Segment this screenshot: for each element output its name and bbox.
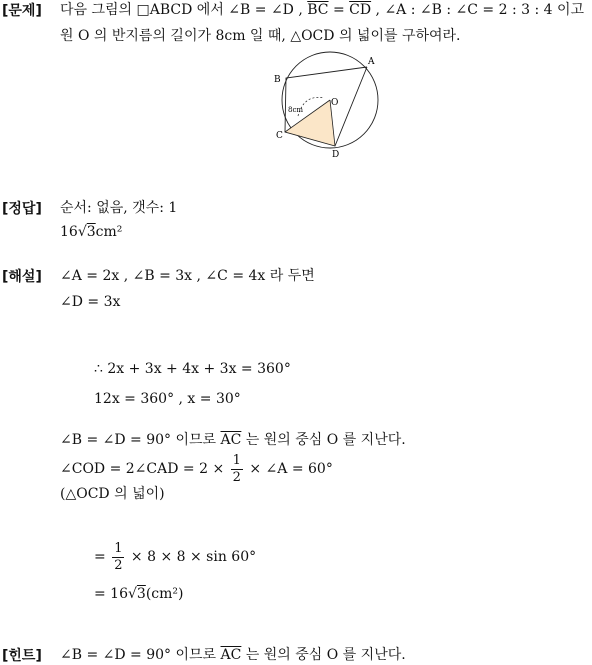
- answer-tag: [정답]: [2, 201, 42, 217]
- hint-segment-ac: $\overline{AC}$: [220, 647, 242, 663]
- problem-line-1-part1: 다음 그림의 □ABCD 에서 ∠B = ∠D ,: [60, 2, 308, 18]
- segment-ac: $\overline{AC}$: [220, 432, 242, 448]
- solution-line-4: 12x = 360° , x = 30°: [94, 391, 241, 407]
- solution-line-6-post: × ∠A = 60°: [244, 461, 333, 477]
- answer-unit: cm²: [95, 224, 123, 240]
- answer-line-1: 순서: 없음, 갯수: 1: [60, 200, 178, 216]
- solution-line-8-post: × 8 × 8 × sin 60°: [126, 549, 257, 565]
- fraction-denominator: 2: [232, 469, 241, 485]
- solution-line-6: [60, 452, 333, 486]
- solution-line-8: [94, 540, 256, 574]
- label-b: B: [274, 75, 281, 85]
- label-o: O: [331, 98, 339, 108]
- solution-line-2: ∠D = 3x: [60, 294, 121, 310]
- solution-line-8-pre: =: [94, 549, 111, 565]
- problem-line-1-part2: , ∠A : ∠B : ∠C = 2 : 3 : 4 이고: [371, 2, 585, 18]
- problem-line-2: 원 O 의 반지름의 길이가 8cm 일 때, △OCD 의 넓이를 구하여라.: [60, 28, 461, 44]
- answer-radicand: 3: [86, 224, 96, 240]
- solution-tag: [해설]: [2, 269, 42, 285]
- fraction-one-half-2: [112, 541, 124, 574]
- problem-tag: [문제]: [2, 3, 42, 19]
- segment-cd: $\overline{CD}$: [349, 2, 372, 18]
- solution-line-3: ∴ 2x + 3x + 4x + 3x = 360°: [94, 361, 291, 377]
- solution-line-9: [94, 584, 184, 604]
- hint-line-post: 는 원의 중심 O 를 지난다.: [241, 647, 406, 663]
- hint-tag: [힌트]: [2, 648, 42, 664]
- solution-radicand: 3: [136, 586, 146, 602]
- fraction-one-half: [231, 453, 243, 486]
- hint-line-pre: ∠B = ∠D = 90° 이므로: [60, 647, 221, 663]
- solution-line-5-post: 는 원의 중심 O 를 지난다.: [241, 432, 406, 448]
- label-d: D: [332, 150, 340, 160]
- sqrt-symbol-2: √: [128, 586, 137, 602]
- circle-figure: [268, 50, 388, 162]
- solution-line-5: [60, 430, 406, 450]
- problem-line-1-eq: =: [328, 2, 350, 18]
- solution-line-5-pre: ∠B = ∠D = 90° 이므로: [60, 432, 221, 448]
- solution-line-9-pre: = 16: [94, 586, 128, 602]
- fraction-numerator: 1: [232, 452, 241, 468]
- answer-line-2: [60, 222, 122, 242]
- fraction-denominator-2: 2: [114, 557, 123, 573]
- solution-line-6-pre: ∠COD = 2∠CAD = 2 ×: [60, 461, 229, 477]
- answer-coefficient: 16: [60, 224, 78, 240]
- solution-line-7: (△OCD 의 넓이): [60, 486, 165, 502]
- hint-line: [60, 645, 406, 665]
- segment-bc: $\overline{BC}$: [307, 2, 329, 18]
- problem-line-1: [60, 0, 584, 20]
- solution-line-1: ∠A = 2x , ∠B = 3x , ∠C = 4x 라 두면: [60, 268, 315, 284]
- fraction-numerator-2: 1: [114, 540, 123, 556]
- label-c: C: [276, 131, 283, 141]
- solution-line-9-post: (cm²): [145, 586, 184, 602]
- label-radius: 8cm: [288, 106, 304, 114]
- label-a: A: [368, 57, 375, 67]
- sqrt-symbol: √: [77, 224, 87, 240]
